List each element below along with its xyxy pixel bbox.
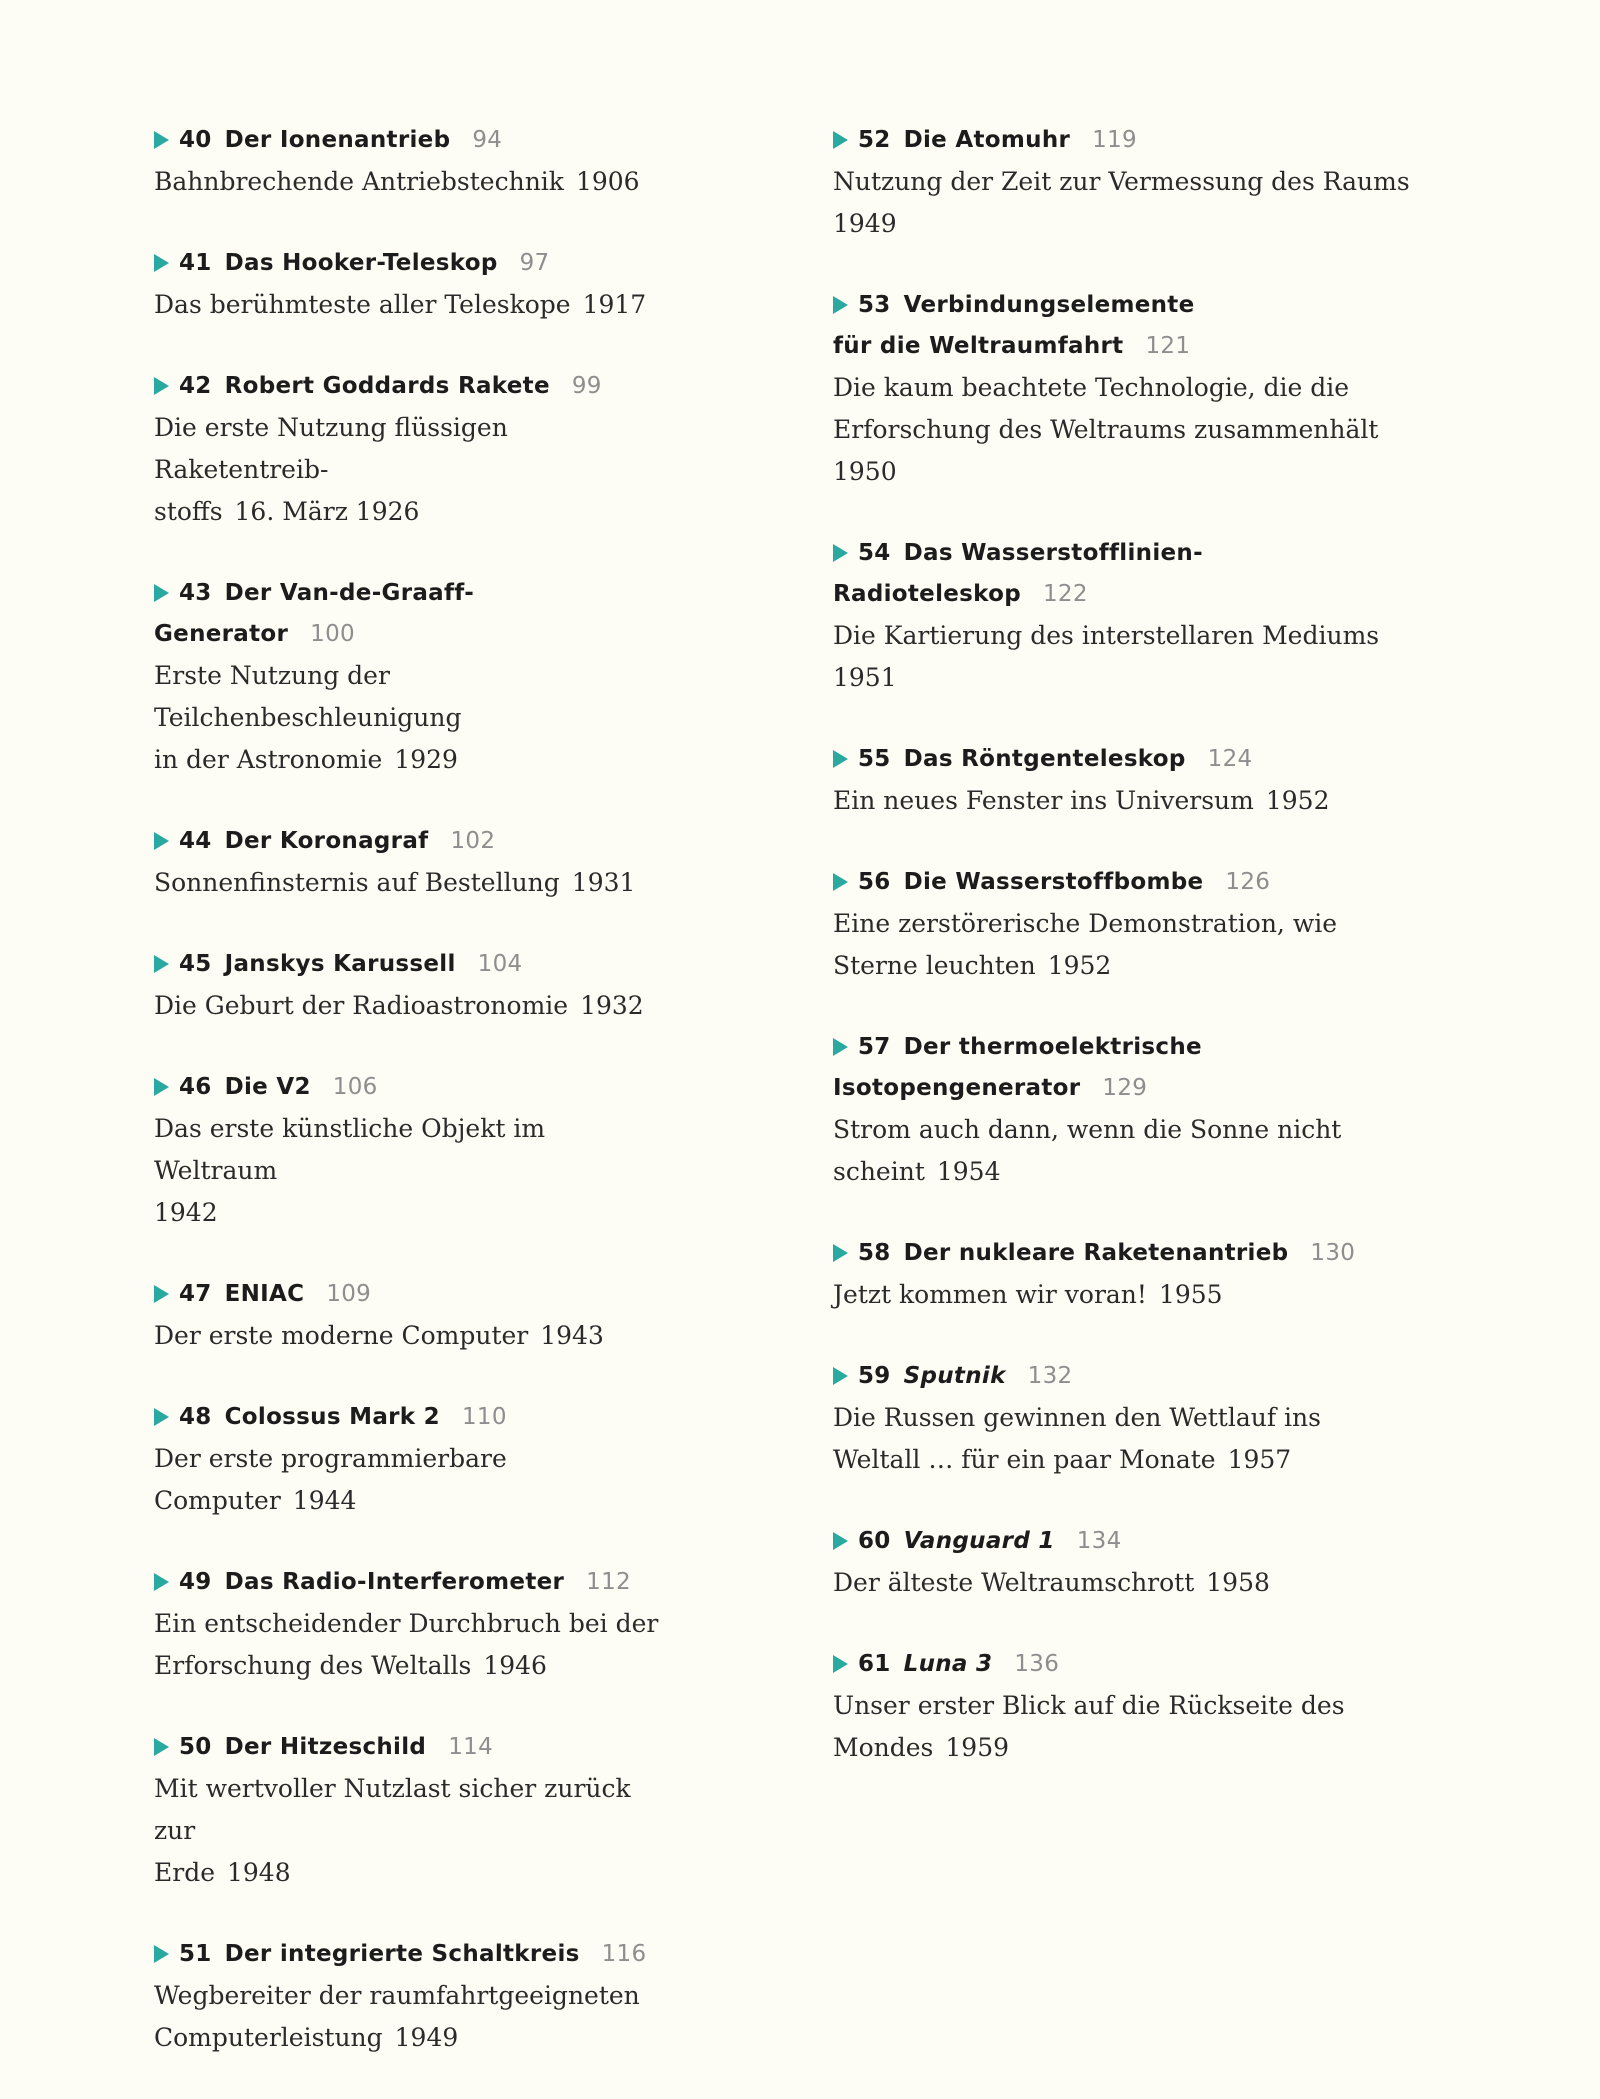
entry-title-line1: Der thermoelektrische <box>903 1034 1202 1060</box>
entry-desc-line2: stoffs <box>154 497 223 526</box>
toc-entry[interactable] <box>833 533 1413 699</box>
entry-number: 49 <box>179 1569 212 1595</box>
entry-page: 130 <box>1310 1240 1356 1266</box>
triangle-bullet-icon <box>833 131 848 149</box>
entry-page: 119 <box>1092 127 1137 153</box>
toc-entry[interactable] <box>833 739 1413 822</box>
entry-description <box>154 161 674 203</box>
entry-heading <box>154 944 674 985</box>
entry-heading <box>154 1397 674 1438</box>
entry-year: 1931 <box>571 868 636 897</box>
entry-page: 114 <box>448 1734 494 1760</box>
entry-title: Das Wasserstofflinien-Radioteleskop <box>833 540 1203 607</box>
entry-number: 43 <box>179 580 212 606</box>
entry-number: 46 <box>179 1074 212 1100</box>
entry-year: 1951 <box>833 663 897 692</box>
entry-desc: Nutzung der Zeit zur Vermessung des Raums <box>833 167 1410 196</box>
entry-heading-line2 <box>833 1068 1413 1109</box>
entry-desc: Sonnenfinsternis auf Bestellung <box>154 868 560 897</box>
entry-heading <box>154 1562 674 1603</box>
entry-title: Der Van-de-Graaff-Generator <box>154 580 475 647</box>
entry-desc-line1: Die kaum beachtete Technologie, die die <box>833 373 1350 402</box>
triangle-bullet-icon <box>154 254 169 272</box>
entry-desc: Der erste moderne Computer <box>154 1321 529 1350</box>
entry-year: 16. März 1926 <box>234 497 420 526</box>
triangle-bullet-icon <box>833 1244 848 1262</box>
triangle-bullet-icon <box>833 296 848 314</box>
entry-year: 1955 <box>1158 1280 1223 1309</box>
entry-desc-line1: Wegbereiter der raumfahrtgeeigneten <box>154 1981 640 2010</box>
entry-year: 1929 <box>394 745 458 774</box>
triangle-bullet-icon <box>154 1738 169 1756</box>
entry-page: 100 <box>310 621 355 647</box>
triangle-bullet-icon <box>154 131 169 149</box>
entry-heading <box>154 1934 674 1975</box>
entry-description <box>154 284 674 326</box>
triangle-bullet-icon <box>833 1038 848 1056</box>
toc-entry[interactable] <box>154 1397 674 1522</box>
entry-heading <box>154 120 674 161</box>
entry-year: 1932 <box>580 991 644 1020</box>
entry-page: 104 <box>477 951 523 977</box>
entry-year: 1950 <box>833 457 897 486</box>
entry-desc: Der erste programmierbare Computer <box>154 1444 507 1515</box>
entry-year: 1958 <box>1206 1568 1270 1597</box>
entry-page: 109 <box>326 1281 372 1307</box>
entry-desc: Der älteste Weltraumschrott <box>833 1568 1195 1597</box>
entry-description <box>154 1315 674 1357</box>
entry-description <box>154 655 674 781</box>
entry-title: Sputnik <box>903 1363 1006 1389</box>
entry-heading <box>154 1274 674 1315</box>
entry-number: 52 <box>858 127 891 153</box>
entry-title: Janskys Karussell <box>224 951 456 977</box>
entry-year: 1917 <box>582 290 647 319</box>
entry-heading <box>833 533 1413 615</box>
toc-entry[interactable] <box>833 120 1413 245</box>
entry-page: 99 <box>571 373 602 399</box>
toc-entry[interactable] <box>154 573 674 781</box>
entry-desc-line1: Ein entscheidender Durchbruch bei der <box>154 1609 659 1638</box>
entry-desc-line1: Die erste Nutzung flüssigen Raketentreib- <box>154 413 508 484</box>
entry-title: Der Hitzeschild <box>224 1734 427 1760</box>
entry-page: 124 <box>1207 746 1253 772</box>
entry-year: 1943 <box>540 1321 604 1350</box>
entry-year: 1954 <box>936 1157 1001 1186</box>
entry-page: 97 <box>519 250 550 276</box>
toc-entry[interactable] <box>154 120 674 203</box>
entry-description <box>833 1109 1413 1193</box>
entry-title: Der nukleare Raketenantrieb <box>903 1240 1289 1266</box>
entry-year: 1952 <box>1047 951 1112 980</box>
triangle-bullet-icon <box>154 1078 169 1096</box>
entry-description <box>833 1562 1413 1604</box>
triangle-bullet-icon <box>154 1408 169 1426</box>
entry-title: Robert Goddards Rakete <box>224 373 550 399</box>
entry-heading <box>833 1356 1413 1397</box>
entry-number: 41 <box>179 250 212 276</box>
entry-number: 57 <box>858 1034 891 1060</box>
entry-page: 126 <box>1225 869 1271 895</box>
entry-number: 55 <box>858 746 891 772</box>
toc-entry[interactable] <box>154 366 674 533</box>
toc-entry[interactable] <box>154 821 674 904</box>
toc-entry[interactable] <box>154 1067 674 1234</box>
entry-title: Die Wasserstoffbombe <box>903 869 1204 895</box>
entry-number: 54 <box>858 540 891 566</box>
toc-entry[interactable] <box>833 1027 1413 1193</box>
entry-page: 122 <box>1043 581 1088 607</box>
toc-entry[interactable] <box>833 1356 1413 1481</box>
entry-title: Der integrierte Schaltkreis <box>224 1941 580 1967</box>
entry-description <box>154 1768 674 1894</box>
entry-page: 110 <box>461 1404 507 1430</box>
entry-title: Luna 3 <box>903 1651 993 1677</box>
entry-title: Colossus Mark 2 <box>224 1404 440 1430</box>
entry-desc-line1: Die Russen gewinnen den Wettlauf ins <box>833 1403 1321 1432</box>
entry-description <box>154 1108 674 1234</box>
entry-page: 134 <box>1076 1528 1122 1554</box>
toc-entry[interactable] <box>833 862 1413 987</box>
entry-desc: Bahnbrechende Antriebstechnik <box>154 167 564 196</box>
entry-number: 58 <box>858 1240 891 1266</box>
entry-desc: Die Geburt der Radioastronomie <box>154 991 569 1020</box>
entry-year: 1946 <box>483 1651 547 1680</box>
entry-year: 1948 <box>227 1858 291 1887</box>
triangle-bullet-icon <box>833 1532 848 1550</box>
entry-year: 1952 <box>1265 786 1330 815</box>
toc-column-left <box>154 120 674 2099</box>
triangle-bullet-icon <box>833 1367 848 1385</box>
entry-page: 132 <box>1027 1363 1073 1389</box>
entry-title: Der Ionenantrieb <box>224 127 451 153</box>
entry-heading <box>833 739 1413 780</box>
entry-year: 1942 <box>154 1198 218 1227</box>
entry-desc: Die Kartierung des interstellaren Mediums <box>833 621 1380 650</box>
entry-description <box>833 1274 1413 1316</box>
triangle-bullet-icon <box>833 544 848 562</box>
entry-description <box>833 615 1413 699</box>
entry-description <box>833 780 1413 822</box>
toc-entry[interactable] <box>154 243 674 326</box>
triangle-bullet-icon <box>154 1285 169 1303</box>
entry-number: 47 <box>179 1281 212 1307</box>
entry-desc-line2: Sterne leuchten <box>833 951 1036 980</box>
entry-page: 136 <box>1014 1651 1060 1677</box>
entry-desc: Das erste künstliche Objekt im Weltraum <box>154 1114 546 1185</box>
entry-desc-line1: Mit wertvoller Nutzlast sicher zurück zur <box>154 1774 631 1845</box>
entry-title-line2: für die Weltraumfahrt <box>833 333 1124 359</box>
toc-entry[interactable] <box>154 1562 674 1687</box>
entry-title: Die Atomuhr <box>903 127 1071 153</box>
entry-number: 60 <box>858 1528 891 1554</box>
entry-desc: Ein neues Fenster ins Universum <box>833 786 1254 815</box>
entry-year: 1944 <box>292 1486 357 1515</box>
toc-entry[interactable] <box>154 1934 674 2059</box>
entry-description <box>833 161 1413 245</box>
entry-page: 112 <box>586 1569 631 1595</box>
entry-desc-line2: Computerleistung <box>154 2023 383 2052</box>
entry-description <box>833 1685 1413 1769</box>
entry-description <box>154 1438 674 1522</box>
entry-description <box>833 367 1413 493</box>
toc-entry[interactable] <box>833 285 1413 493</box>
entry-heading <box>833 1521 1413 1562</box>
entry-description <box>154 1603 674 1687</box>
entry-title: Vanguard 1 <box>903 1528 1055 1554</box>
toc-entry[interactable] <box>154 944 674 1027</box>
entry-desc-line2: Mondes <box>833 1733 934 1762</box>
entry-heading <box>154 366 674 407</box>
entry-heading <box>833 120 1413 161</box>
triangle-bullet-icon <box>154 377 169 395</box>
entry-desc: Das berühmteste aller Teleskope <box>154 290 571 319</box>
entry-description <box>154 1975 674 2059</box>
entry-title: Das Radio-Interferometer <box>224 1569 565 1595</box>
entry-year: 1906 <box>575 167 640 196</box>
entry-description <box>154 862 674 904</box>
entry-heading <box>154 1067 674 1108</box>
entry-number: 61 <box>858 1651 891 1677</box>
entry-heading-line2 <box>833 326 1413 367</box>
entry-title-line1: Verbindungselemente <box>903 292 1195 318</box>
toc-entry[interactable] <box>154 1274 674 1357</box>
entry-number: 56 <box>858 869 891 895</box>
entry-desc: Jetzt kommen wir voran! <box>833 1280 1147 1309</box>
triangle-bullet-icon <box>154 584 169 602</box>
entry-number: 40 <box>179 127 212 153</box>
toc-column-right <box>833 120 1413 1809</box>
entry-desc-line2: Erforschung des Weltraums zusammenhält <box>833 415 1379 444</box>
entry-heading <box>833 285 1413 326</box>
entry-page: 129 <box>1102 1075 1148 1101</box>
entry-description <box>833 1397 1413 1481</box>
toc-entry[interactable] <box>833 1233 1413 1316</box>
entry-title: Das Hooker-Teleskop <box>224 250 498 276</box>
entry-heading <box>154 1727 674 1768</box>
entry-number: 42 <box>179 373 212 399</box>
entry-year: 1949 <box>833 209 897 238</box>
entry-title: Der Koronagraf <box>224 828 429 854</box>
entry-number: 50 <box>179 1734 212 1760</box>
toc-entry[interactable] <box>833 1644 1413 1769</box>
entry-desc-line2: scheint <box>833 1157 925 1186</box>
entry-heading <box>833 1027 1413 1068</box>
entry-number: 59 <box>858 1363 891 1389</box>
entry-description <box>154 985 674 1027</box>
table-of-contents <box>0 120 1600 2052</box>
entry-year: 1949 <box>394 2023 459 2052</box>
entry-number: 45 <box>179 951 212 977</box>
entry-number: 44 <box>179 828 212 854</box>
entry-page: 102 <box>450 828 496 854</box>
toc-entry[interactable] <box>154 1727 674 1894</box>
entry-heading <box>833 862 1413 903</box>
entry-page: 121 <box>1145 333 1191 359</box>
entry-heading <box>833 1644 1413 1685</box>
entry-desc-line1: Erste Nutzung der Teilchenbeschleunigung <box>154 661 462 732</box>
entry-desc-line2: Weltall … für ein paar Monate <box>833 1445 1216 1474</box>
entry-desc-line1: Unser erster Blick auf die Rückseite des <box>833 1691 1345 1720</box>
triangle-bullet-icon <box>833 1655 848 1673</box>
entry-number: 53 <box>858 292 891 318</box>
entry-desc-line1: Strom auch dann, wenn die Sonne nicht <box>833 1115 1342 1144</box>
entry-heading <box>154 243 674 284</box>
entry-title-line2: Isotopengenerator <box>833 1075 1081 1101</box>
entry-heading <box>833 1233 1413 1274</box>
entry-year: 1957 <box>1227 1445 1292 1474</box>
triangle-bullet-icon <box>833 750 848 768</box>
entry-title: Die V2 <box>224 1074 311 1100</box>
entry-description <box>154 407 674 533</box>
entry-description <box>833 903 1413 987</box>
entry-desc-line1: Eine zerstörerische Demonstration, wie <box>833 909 1338 938</box>
triangle-bullet-icon <box>833 873 848 891</box>
entry-title: ENIAC <box>224 1281 305 1307</box>
entry-heading <box>154 821 674 862</box>
entry-title: Das Röntgenteleskop <box>903 746 1186 772</box>
entry-page: 94 <box>472 127 503 153</box>
triangle-bullet-icon <box>154 1945 169 1963</box>
toc-entry[interactable] <box>833 1521 1413 1604</box>
triangle-bullet-icon <box>154 1573 169 1591</box>
triangle-bullet-icon <box>154 955 169 973</box>
entry-desc-line2: Erde <box>154 1858 215 1887</box>
entry-year: 1959 <box>945 1733 1010 1762</box>
entry-heading <box>154 573 674 655</box>
entry-number: 51 <box>179 1941 212 1967</box>
entry-number: 48 <box>179 1404 212 1430</box>
entry-desc-line2: Erforschung des Weltalls <box>154 1651 472 1680</box>
entry-page: 106 <box>332 1074 378 1100</box>
entry-page: 116 <box>601 1941 647 1967</box>
entry-desc-line2: in der Astronomie <box>154 745 383 774</box>
triangle-bullet-icon <box>154 832 169 850</box>
